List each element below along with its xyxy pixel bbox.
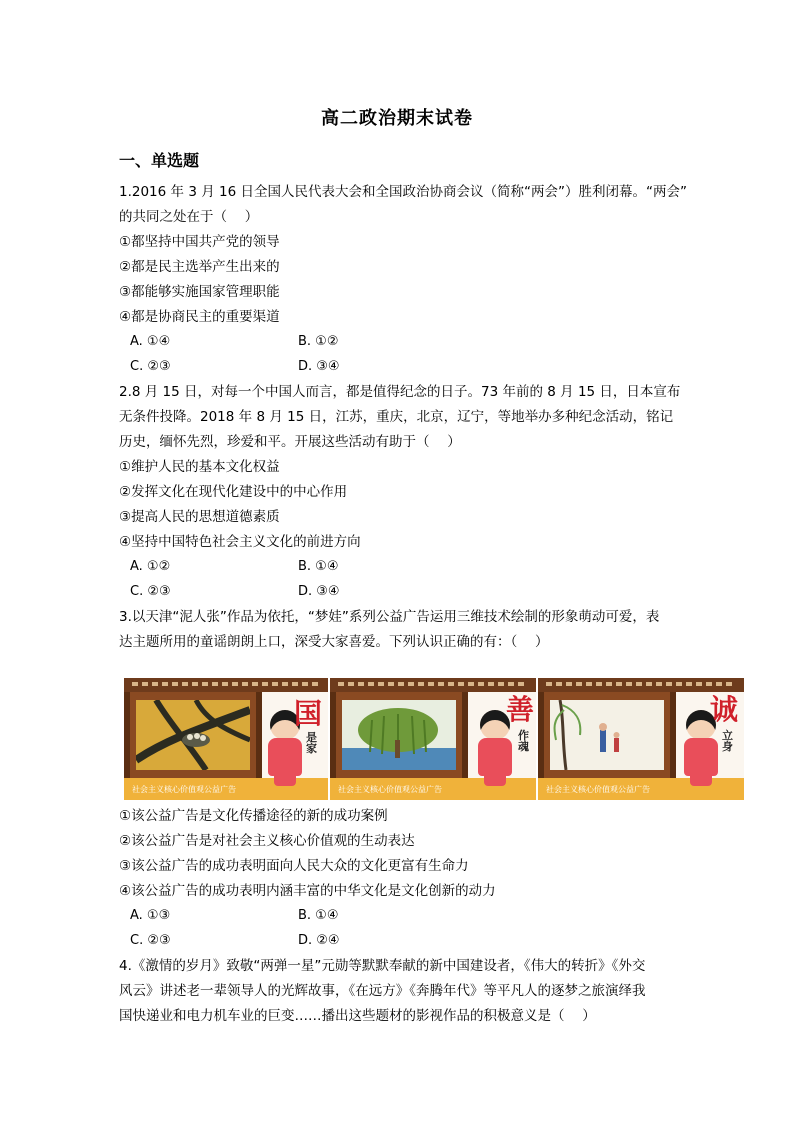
public-service-ad-banner <box>124 678 744 800</box>
q2-item-3: ③提高人民的思想道德素质 <box>119 509 280 525</box>
q4-stem-line-2: 风云》讲述老一辈领导人的光辉故事，《在远方》《奔腾年代》等平凡人的逐梦之旅演绎我 <box>119 983 646 999</box>
q3-stem-line-2: 达主题所用的童谣朗朗上口，深受大家喜爱。下列认识正确的有：（ ） <box>119 634 549 650</box>
ad-panel-1 <box>124 678 328 800</box>
q3-option-a[interactable]: A. ①③ <box>130 908 171 923</box>
q1-stem-line-2: 的共同之处在于（ ） <box>119 209 259 225</box>
q3-item-1: ①该公益广告是文化传播途径的新的成功案例 <box>119 808 388 824</box>
q2-item-2: ②发挥文化在现代化建设中的中心作用 <box>119 484 348 500</box>
q1-option-a[interactable]: A. ①④ <box>130 334 171 349</box>
q3-item-2: ②该公益广告是对社会主义核心价值观的生动表达 <box>119 833 415 849</box>
q1-option-b[interactable]: B. ①② <box>298 334 339 349</box>
section-heading: 一、单选题 <box>119 151 200 170</box>
q1-stem-line-1: 1.2016 年 3 月 16 日全国人民代表大会和全国政治协商会议（简称“两会”）胜利闭幕。“两会” <box>119 184 687 200</box>
q3-item-3: ③该公益广告的成功表明面向人民大众的文化更富有生命力 <box>119 858 469 874</box>
q4-stem-line-1: 4.《激情的岁月》致敬“两弹一星”元勋等默默奉献的新中国建设者，《伟大的转折》《外交 <box>119 958 646 974</box>
q2-stem-line-1: 2.8 月 15 日，对每一个中国人而言，都是值得纪念的日子。73 年前的 8 月 15 日，日本宣布 <box>119 384 681 400</box>
ad-caption-3: 社会主义核心价值观公益广告 <box>546 785 650 794</box>
tree-nest-painting <box>136 700 250 770</box>
q1-item-1: ①都坚持中国共产党的领导 <box>119 234 280 250</box>
page-title: 高二政治期末试卷 <box>321 108 473 129</box>
ad-caption-1: 社会主义核心价值观公益广告 <box>132 785 236 794</box>
calligraphy-2: 善 <box>506 693 535 726</box>
willow-tree-painting <box>342 700 456 770</box>
calligraphy-sub-3: 立身 <box>722 729 733 753</box>
q4-stem-line-3: 国快递业和电力机车业的巨变……播出这些题材的影视作品的积极意义是（ ） <box>119 1008 596 1024</box>
q2-item-1: ①维护人民的基本文化权益 <box>119 459 280 475</box>
q1-item-4: ④都是协商民主的重要渠道 <box>119 309 280 325</box>
q1-option-d[interactable]: D. ③④ <box>298 359 340 374</box>
q2-option-a[interactable]: A. ①② <box>130 559 171 574</box>
q1-option-c[interactable]: C. ②③ <box>130 359 171 374</box>
calligraphy-sub-2: 作魂 <box>518 729 529 753</box>
q3-option-b[interactable]: B. ①④ <box>298 908 339 923</box>
q2-option-c[interactable]: C. ②③ <box>130 584 171 599</box>
ad-caption-2: 社会主义核心价值观公益广告 <box>338 785 442 794</box>
q2-option-d[interactable]: D. ③④ <box>298 584 340 599</box>
ad-panel-2 <box>330 678 536 800</box>
q3-item-4: ④该公益广告的成功表明内涵丰富的中华文化是文化创新的动力 <box>119 883 496 899</box>
q3-option-c[interactable]: C. ②③ <box>130 933 171 948</box>
q3-stem-line-1: 3.以天津“泥人张”作品为依托，“梦娃”系列公益广告运用三维技术绘制的形象萌动可爱，表 <box>119 609 660 625</box>
calligraphy-sub-1: 是家 <box>306 731 317 755</box>
family-garden-painting <box>550 700 664 770</box>
q1-item-3: ③都能够实施国家管理职能 <box>119 284 280 300</box>
q2-item-4: ④坚持中国特色社会主义文化的前进方向 <box>119 534 361 550</box>
q2-stem-line-3: 历史，缅怀先烈，珍爱和平。开展这些活动有助于（ ） <box>119 434 461 450</box>
calligraphy-1: 国 <box>294 697 323 730</box>
q2-stem-line-2: 无条件投降。2018 年 8 月 15 日，江苏，重庆，北京，辽宁，等地举办多种纪念活动，铭记 <box>119 409 674 425</box>
q1-item-2: ②都是民主选举产生出来的 <box>119 259 280 275</box>
ad-panel-3 <box>538 678 744 800</box>
q3-option-d[interactable]: D. ②④ <box>298 933 340 948</box>
q2-option-b[interactable]: B. ①④ <box>298 559 339 574</box>
calligraphy-3: 诚 <box>710 693 739 726</box>
